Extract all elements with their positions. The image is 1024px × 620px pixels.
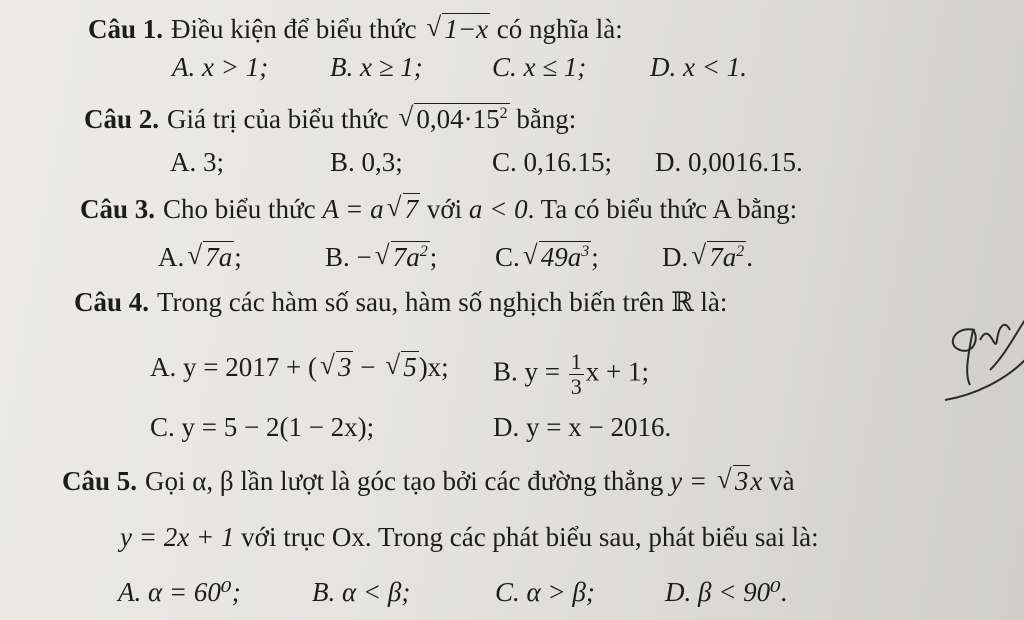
q5-option-b: B. α < β;: [312, 577, 411, 607]
question-3-expr-radical: √ 7: [387, 192, 421, 226]
q1-option-b: B. x ≥ 1;: [330, 52, 423, 82]
question-3-condition: a < 0: [468, 194, 528, 224]
q1-option-a: A. x > 1;: [172, 52, 269, 82]
q1-option-d: D. x < 1.: [650, 52, 747, 82]
q4-option-d: D. y = x − 2016.: [493, 412, 672, 442]
q4-option-a: A. y = 2017 + (√ 3 − √ 5)x;: [150, 350, 449, 384]
question-1-number: Câu 1.: [88, 14, 164, 44]
q2-option-d: D. 0,0016.15.: [655, 147, 803, 177]
handwritten-signature: [935, 300, 1024, 410]
question-4: [74, 285, 727, 319]
q5-option-a: A. α = 60⁰;: [118, 577, 241, 607]
question-4-number: Câu 4.: [74, 287, 150, 317]
q1-option-c: C. x ≤ 1;: [492, 52, 587, 82]
question-5: Câu 5. Gọi α, β lần lượt là góc tạo bởi các đường thẳng y = √ 3x và: [62, 464, 795, 498]
q3-option-a: A.√ 7a;: [158, 240, 242, 274]
q2-option-b: B. 0,3;: [330, 147, 403, 177]
question-1-radical: √ 1−x: [426, 12, 490, 46]
question-5-text: Gọi α, β lần lượt là góc tạo bởi các đường thẳng: [145, 466, 664, 496]
question-3-number: Câu 3.: [80, 194, 156, 224]
question-3-text-end: . Ta có biểu thức A bằng:: [527, 194, 798, 224]
question-1-text: Điều kiện để biểu thức: [171, 14, 417, 44]
question-3-text: Cho biểu thức: [163, 194, 316, 224]
question-5-number: Câu 5.: [62, 466, 138, 496]
question-3: [80, 192, 797, 226]
question-2-radical: √ $0,04\cdot 15^2$: [398, 102, 509, 136]
q2-option-c: C. 0,16.15;: [492, 147, 613, 177]
question-5-line2: y = 2x + 1: [120, 522, 235, 552]
q5-option-d: D. β < 90⁰.: [665, 577, 788, 607]
question-2-number: Câu 2.: [84, 104, 160, 134]
q2-option-a: A. 3;: [170, 147, 224, 177]
question-3-expr: A = a: [322, 194, 384, 224]
question-2: [84, 102, 576, 136]
q4-option-c: C. y = 5 − 2(1 − 2x);: [150, 412, 375, 442]
q3-option-c: C.√ $49a^3$;: [495, 240, 599, 274]
question-3-with: với: [426, 194, 463, 224]
question-5-continued: [120, 520, 819, 554]
question-1-text-end: có nghĩa là:: [496, 14, 623, 44]
question-5-text-end: với trục Ox. Trong các phát biểu sau, phát biểu sai là:: [241, 522, 819, 552]
question-2-text-end: bằng:: [516, 104, 577, 134]
q5-option-c: C. α > β;: [495, 577, 595, 607]
q4-option-b: B. y = $\frac{1}{3}$ x + 1;: [493, 349, 649, 399]
q3-option-d: D.√ $7a^2$.: [662, 240, 753, 274]
question-2-text: Giá trị của biểu thức: [167, 104, 389, 134]
question-4-text: Trong các hàm số sau, hàm số nghịch biến trên ℝ là:: [157, 287, 728, 317]
question-1: [88, 12, 623, 46]
q3-option-b: B. −√ $7a^2$;: [325, 240, 437, 274]
